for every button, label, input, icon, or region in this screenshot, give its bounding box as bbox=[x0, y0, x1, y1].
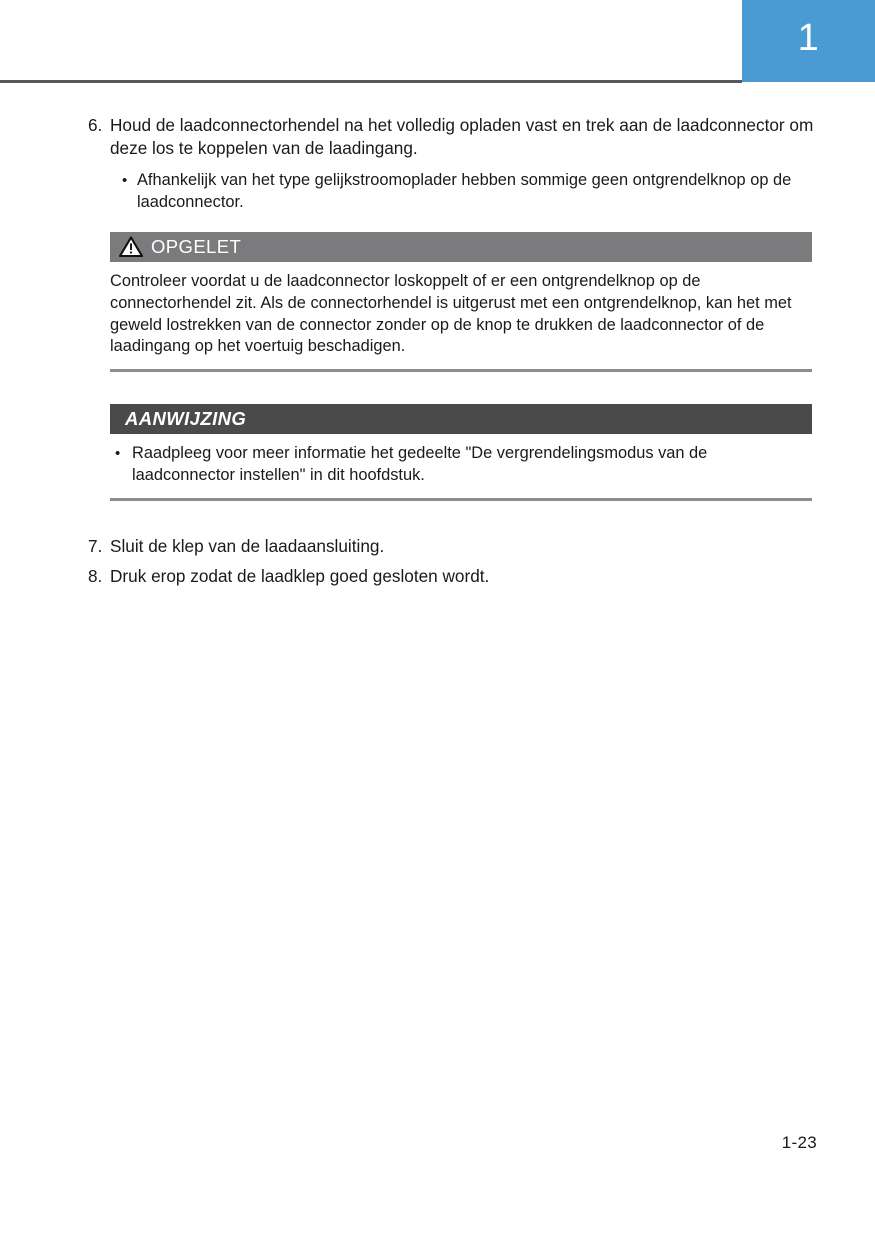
step-number: 6. bbox=[88, 115, 103, 135]
notice-bullet-list bbox=[110, 434, 812, 487]
list-item-text: Afhankelijk van het type gelijkstroomoplader hebben sommige geen ontgrendelknop op de laadconnector. bbox=[137, 170, 792, 211]
notice-header-bar bbox=[110, 404, 812, 434]
notice-block bbox=[110, 404, 812, 501]
header-rule bbox=[0, 80, 742, 83]
numbered-step-list bbox=[88, 535, 814, 588]
spacer bbox=[88, 501, 814, 535]
numbered-step bbox=[88, 114, 814, 160]
step-number: 8. bbox=[88, 566, 103, 587]
notice-title: AANWIJZING bbox=[125, 408, 247, 430]
caution-title: OPGELET bbox=[151, 235, 242, 257]
chapter-tab bbox=[742, 0, 875, 82]
numbered-step bbox=[88, 535, 814, 558]
spacer bbox=[88, 372, 814, 404]
page-footer bbox=[0, 1121, 875, 1241]
list-item-text: Raadpleeg voor meer informatie het gedeelte "De vergrendelingsmodus van de laadconnector instellen" in dit hoofdstuk. bbox=[132, 444, 708, 485]
chapter-number: 1 bbox=[797, 17, 820, 59]
step-text: Houd de laadconnectorhendel na het volledig opladen vast en trek aan de laadconnector om deze los te koppelen van de laadingang. bbox=[110, 115, 814, 158]
bullet-icon: • bbox=[122, 171, 128, 189]
caution-body-text: Controleer voordat u de laadconnector loskoppelt of er een ontgrendelknop op de connectorhendel zit. Als de connectorhendel is uitgerust met een ontgrendelknop, kan het met geweld lostrekken van de connector zonder op de knop te drukken de laadconnector of de laadingang op het voertuig beschadigen. bbox=[110, 271, 792, 356]
step-text: Druk erop zodat de laadklep goed gesloten wordt. bbox=[110, 566, 490, 587]
caution-body bbox=[110, 262, 812, 359]
warning-triangle-icon bbox=[119, 236, 143, 257]
caution-block bbox=[110, 232, 812, 373]
page-header bbox=[0, 0, 875, 90]
step-text: Sluit de klep van de laadaansluiting. bbox=[110, 536, 385, 557]
page-number: 1-23 bbox=[781, 1133, 817, 1152]
list-item bbox=[122, 170, 814, 214]
step-number: 7. bbox=[88, 536, 103, 557]
step-bullet-list bbox=[88, 170, 814, 214]
page-content bbox=[88, 114, 814, 595]
caution-header-bar bbox=[110, 232, 812, 262]
bullet-icon: • bbox=[115, 445, 121, 463]
spacer bbox=[88, 214, 814, 232]
numbered-step bbox=[88, 565, 814, 588]
list-item bbox=[110, 443, 812, 487]
